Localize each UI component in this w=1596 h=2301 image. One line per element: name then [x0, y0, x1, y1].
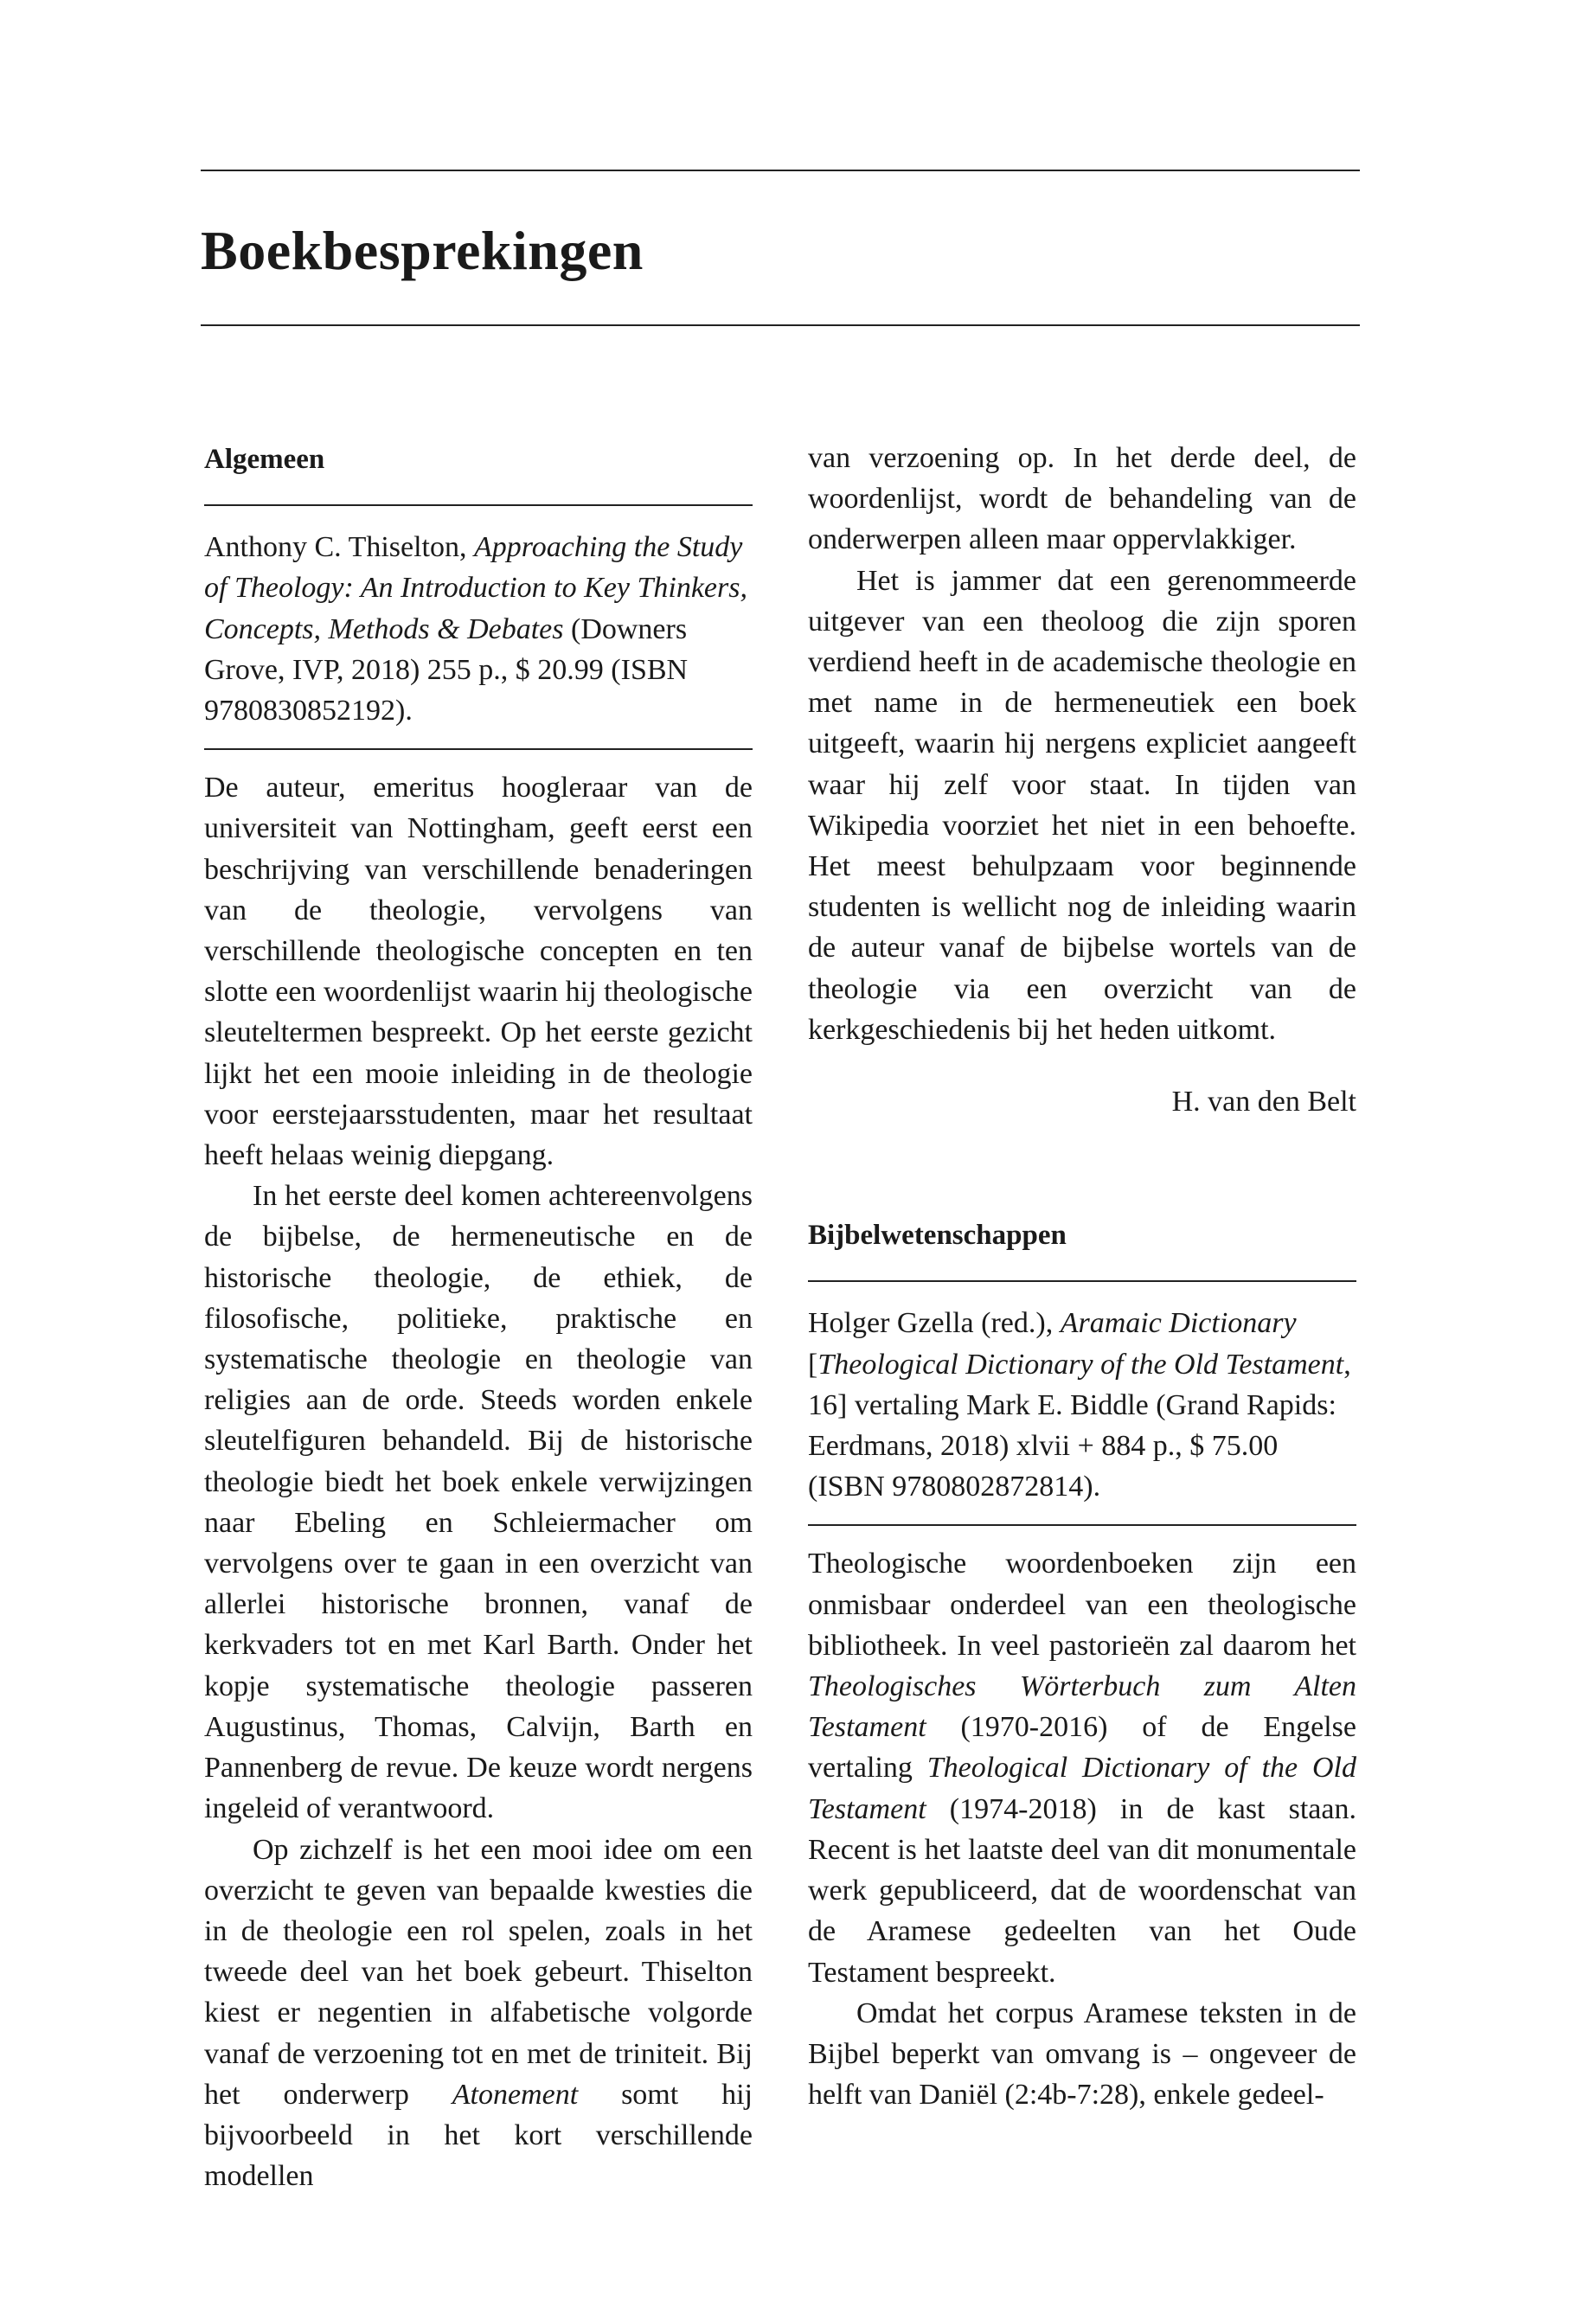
review-paragraph: De auteur, emeritus hoogleraar van de universiteit van Nottingham, geeft eerst een beschrijving van verschillende benaderingen van de theologie, vervolgens van verschillende theologische concepten en ten slotte een woordenlijst waarin hij theologische sleuteltermen bespreekt. Op het eerste gezicht lijkt het een mooie inleiding in de theologie voor eerstejaarsstudenten, maar het resultaat heeft helaas weinig diepgang. [204, 772, 753, 1172]
citation-title: Approaching the Study of Theology: An Introduction to Key Thinkers, Concepts, Methods & Debates [204, 531, 747, 645]
review-paragraph: Omdat het corpus Aramese teksten in de Bijbel beperkt van omvang is – ongeveer de helft van Daniël (2:4b-7:28), enkele gedeel- [808, 1997, 1356, 2112]
section-rule [808, 1280, 1356, 1282]
page-title: Boekbesprekingen [201, 220, 644, 281]
review-paragraph [204, 1830, 753, 2197]
italic-title: Theological Dictionary of the Old Testament [808, 1752, 1357, 1825]
review-paragraph: Het is jammer dat een gerenommeerde uitgever van een theoloog die zijn sporen verdiend heeft in de academische theologie en met name in de hermeneutiek een boek uitgeeft, waarin hij nergens expliciet aangeeft waar hij zelf voor staat. In tijden van Wikipedia voorziet het niet in een behoefte. Het meest behulpzaam voor beginnende studenten is wellicht nog de inleiding waarin de auteur vanaf de bijbelse wortels van de theologie via een overzicht van de kerkgeschiedenis bij het heden uitkomt. [808, 564, 1356, 1046]
reviewer-signature: H. van den Belt [1171, 1086, 1356, 1118]
section-rule [204, 504, 753, 506]
book-citation-thiselton [204, 527, 753, 731]
review-paragraph: In het eerste deel komen achtereenvolgens de bijbelse, de hermeneutische en de historische theologie, de ethiek, de filosofische, politieke, praktische en systematische theologie en theologie van religies aan de orde. Steeds worden enkele sleutelfiguren behandeld. Bij de historische theologie biedt het boek enkele verwijzingen naar Ebeling en Schleiermacher om vervolgens over te gaan in een overzicht van allerlei historische bronnen, vanaf de kerkvaders tot en met Karl Barth. Onder het kopje systematische theologie passeren Augustinus, Thomas, Calvijn, Barth en Pannenberg de revue. De keuze wordt nergens ingeleid of verantwoord. [204, 1180, 753, 1825]
italic-title: Theologisches Wörterbuch zum Alten Testament [808, 1670, 1356, 1744]
paragraph-text: (1970-2016) of de Engelse vertaling [808, 1711, 1356, 1785]
review-paragraph [808, 1543, 1356, 1992]
citation-details: (Downers Grove, IVP, 2018) 255 p., $ 20.99 (ISBN 9780830852192). [204, 612, 689, 727]
citation-author: Anthony C. Thiselton, [204, 531, 474, 564]
paragraph-text: Op zichzelf is het een mooi idee om een overzicht te geven van bepaalde kwesties die in de theologie een rol spelen, zoals in het tweede deel van het boek gebeurt. Thiselton kiest er negentien in alfabetische volgorde vanaf de verzoening tot en met de triniteit. Bij het onderwerp [204, 1833, 753, 2111]
section-title-algemeen: Algemeen [204, 444, 325, 475]
citation-series: Theological Dictionary of the Old Testament [817, 1348, 1344, 1381]
top-rule [201, 170, 1360, 171]
review-paragraph: van verzoening op. In het derde deel, de woordenlijst, wordt de behandeling van de onderwerpen alleen maar oppervlakkiger. [808, 442, 1356, 556]
italic-term: Atonement [452, 2078, 579, 2111]
paragraph-text: somt hij bijvoorbeeld in het kort verschillende modellen [204, 2078, 753, 2193]
paragraph-text: (1974-2018) in de kast staan. Recent is het laatste deel van dit monumentale werk gepubliceerd, dat de woordenschat van de Aramese gedeelten van het Oude Testament bespreekt. [808, 1792, 1356, 1989]
right-column [808, 439, 1356, 2115]
citation-details: , 16] vertaling Mark E. Biddle (Grand Rapids: Eerdmans, 2018) xlvii + 884 p., $ 75.00 (ISBN 9780802872814). [808, 1348, 1351, 1503]
citation-author: Holger Gzella (red.), [808, 1307, 1061, 1340]
section-title-bijbelwetenschappen: Bijbelwetenschappen [808, 1220, 1067, 1252]
left-column [204, 439, 753, 2196]
citation-bracket: [ [808, 1348, 818, 1381]
citation-title: Aramaic Dictionary [1060, 1307, 1297, 1340]
header-rule [201, 324, 1360, 326]
citation-rule [808, 1524, 1356, 1526]
citation-rule [204, 748, 753, 750]
paragraph-text: Theologische woordenboeken zijn een onmisbaar onderdeel van een theologische bibliotheek. In veel pastorieën zal daarom het [808, 1548, 1356, 1662]
book-citation-gzella [808, 1303, 1356, 1507]
